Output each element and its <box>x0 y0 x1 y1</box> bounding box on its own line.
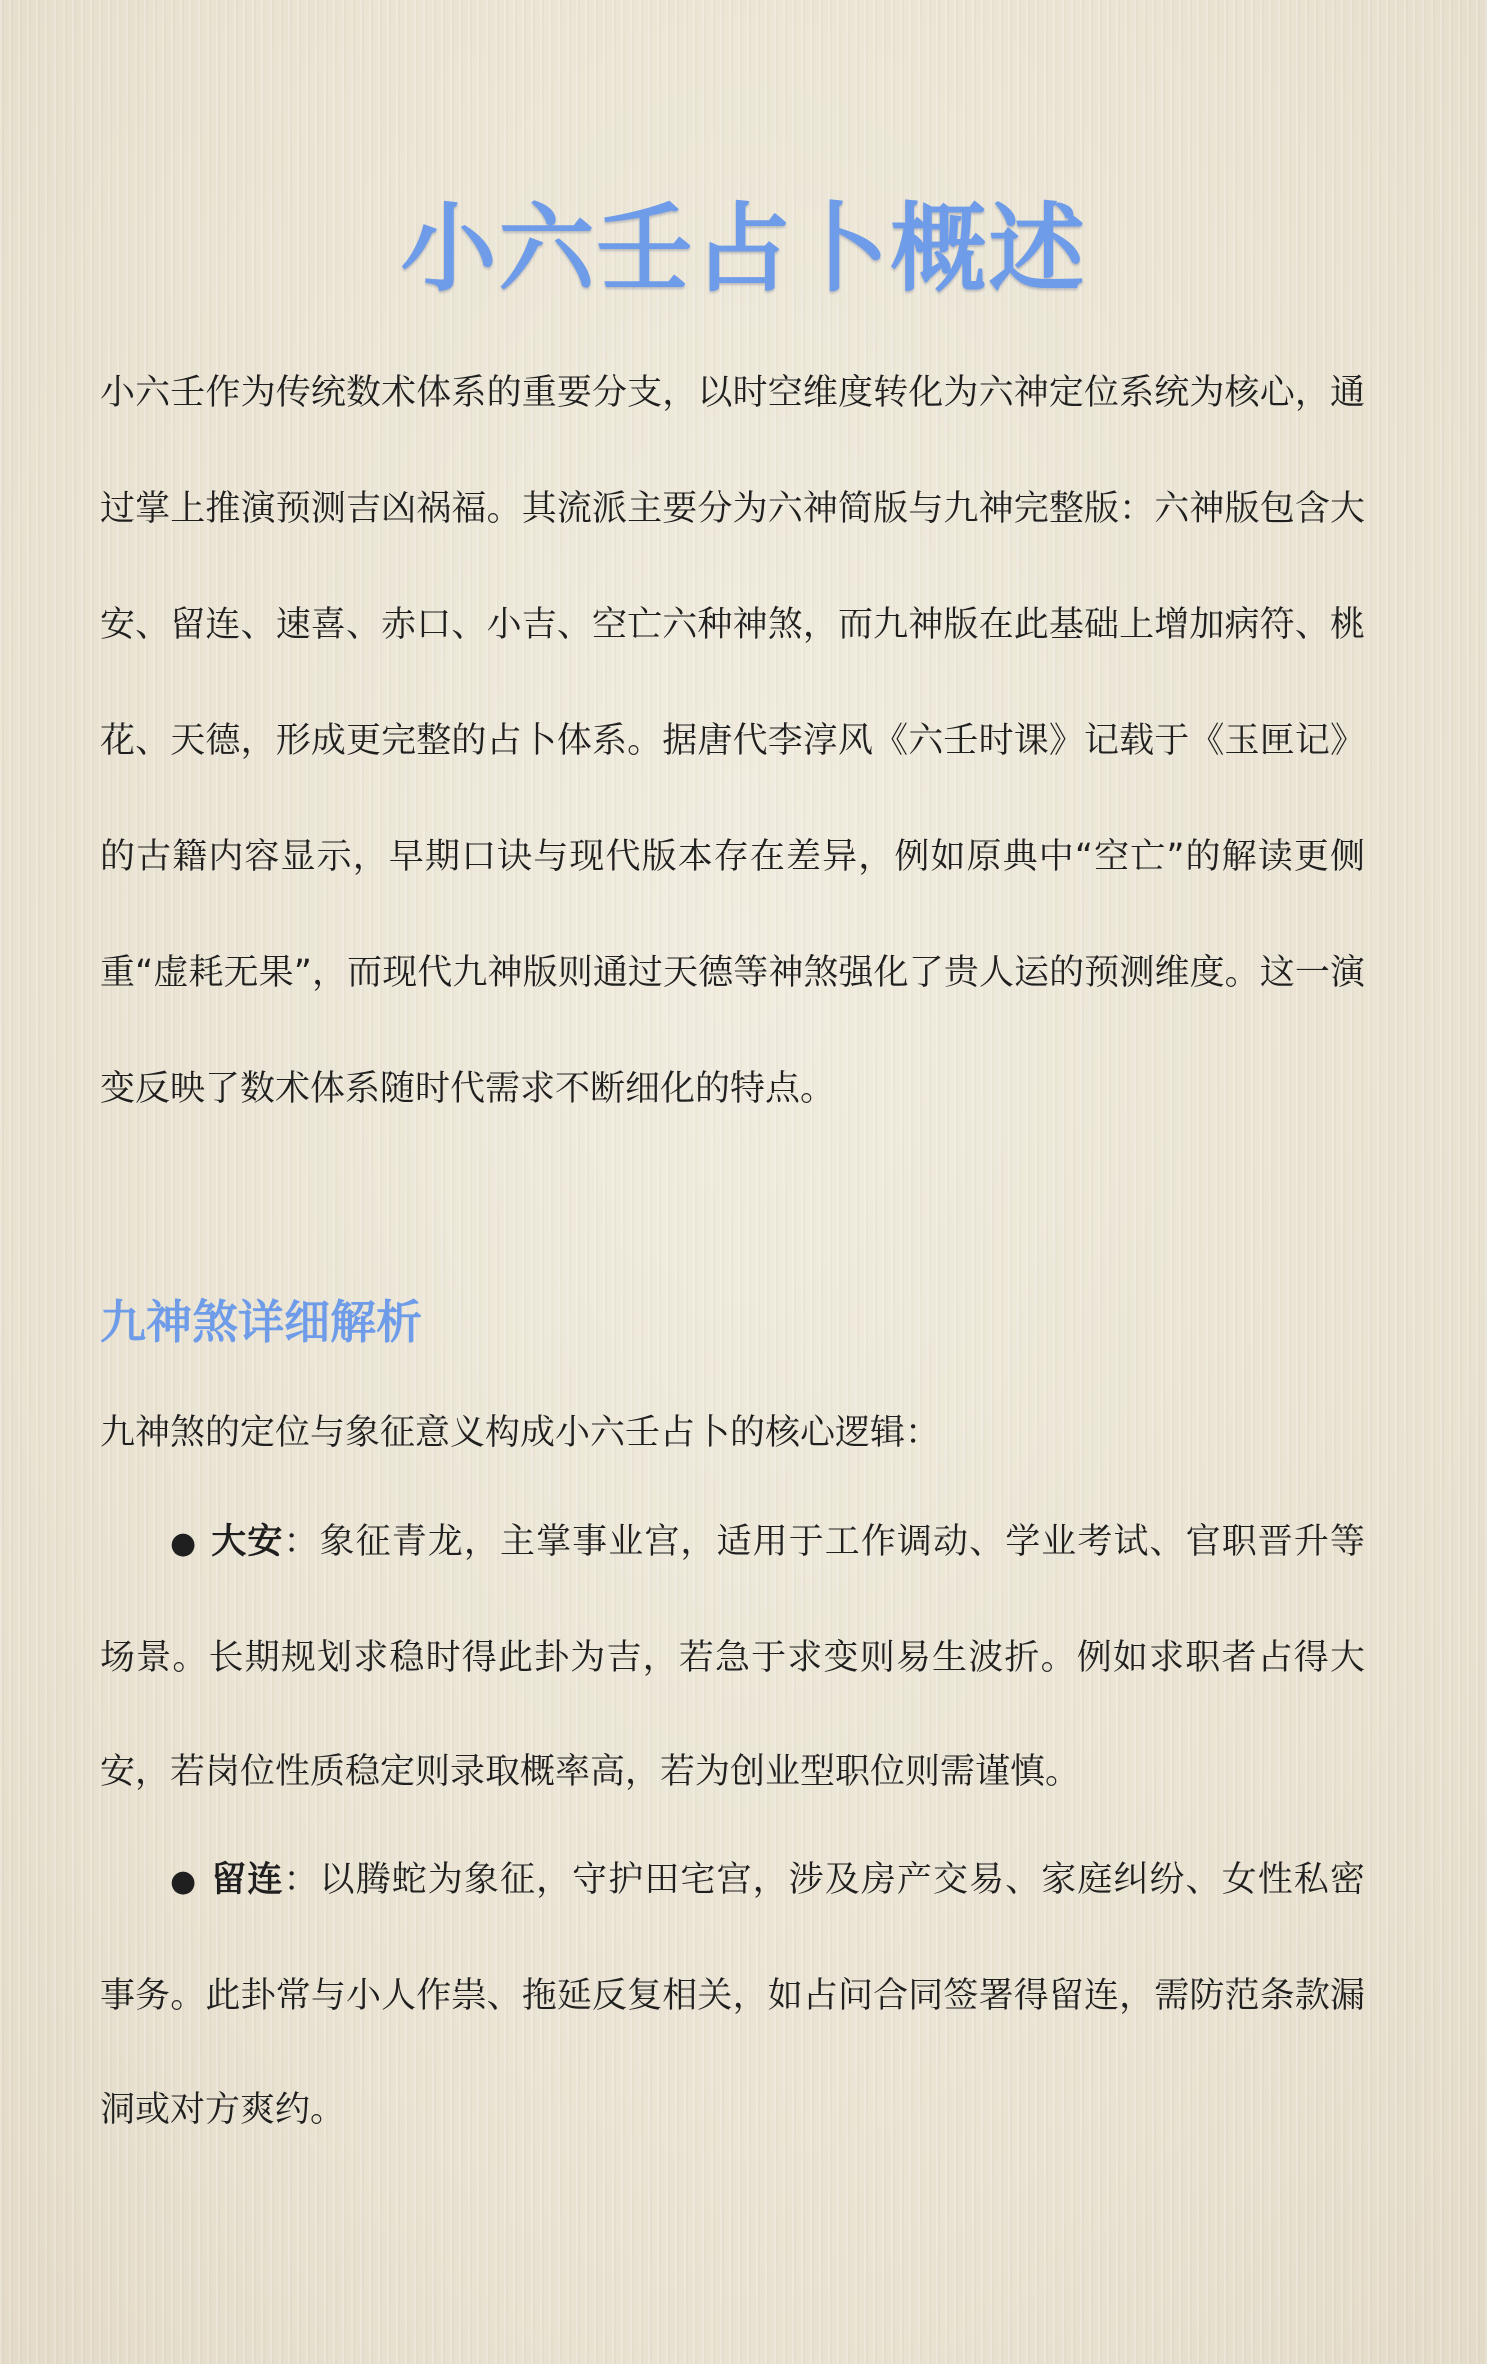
section-heading: 九神煞详细解析 <box>100 1295 422 1349</box>
item-separator: ： <box>283 1522 320 1562</box>
item-name: 留连 <box>211 1860 284 1900</box>
bullet-icon: ● <box>170 1526 198 1561</box>
list-item-da-an <box>100 1485 1365 1829</box>
list-item-liu-lian <box>100 1823 1365 2167</box>
section-lead-paragraph: 九神煞的定位与象征意义构成小六壬占卜的核心逻辑： <box>100 1413 941 1453</box>
bullet-icon: ● <box>170 1864 198 1899</box>
page-title: 小六壬占卜概述 <box>400 193 1087 306</box>
intro-paragraph: 小六壬作为传统数术体系的重要分支，以时空维度转化为六神定位系统为核心，通过掌上推演预测吉凶祸福。其流派主要分为六神简版与九神完整版：六神版包含大安、留连、速喜、赤口、小吉、空亡六种神煞，而九神版在此基础上增加病符、桃花、天德，形成更完整的占卜体系。据唐代李淳风《六壬时课》记载于《玉匣记》的古籍内容显示，早期口诀与现代版本存在差异，例如原典中“空亡”的解读更侧重“虚耗无果”，而现代九神版则通过天德等神煞强化了贵人运的预测维度。这一演变反映了数术体系随时代需求不断细化的特点。 <box>100 373 1365 1109</box>
item-separator: ： <box>283 1860 320 1900</box>
item-name: 大安 <box>211 1522 284 1562</box>
item-description: 以腾蛇为象征，守护田宅宫，涉及房产交易、家庭纠纷、女性私密事务。此卦常与小人作祟、拖延反复相关，如占问合同签署得留连，需防范条款漏洞或对方爽约。 <box>100 1860 1365 2130</box>
item-description: 象征青龙，主掌事业宫，适用于工作调动、学业考试、官职晋升等场景。长期规划求稳时得此卦为吉，若急于求变则易生波折。例如求职者占得大安，若岗位性质稳定则录取概率高，若为创业型职位则需谨慎。 <box>100 1522 1365 1792</box>
